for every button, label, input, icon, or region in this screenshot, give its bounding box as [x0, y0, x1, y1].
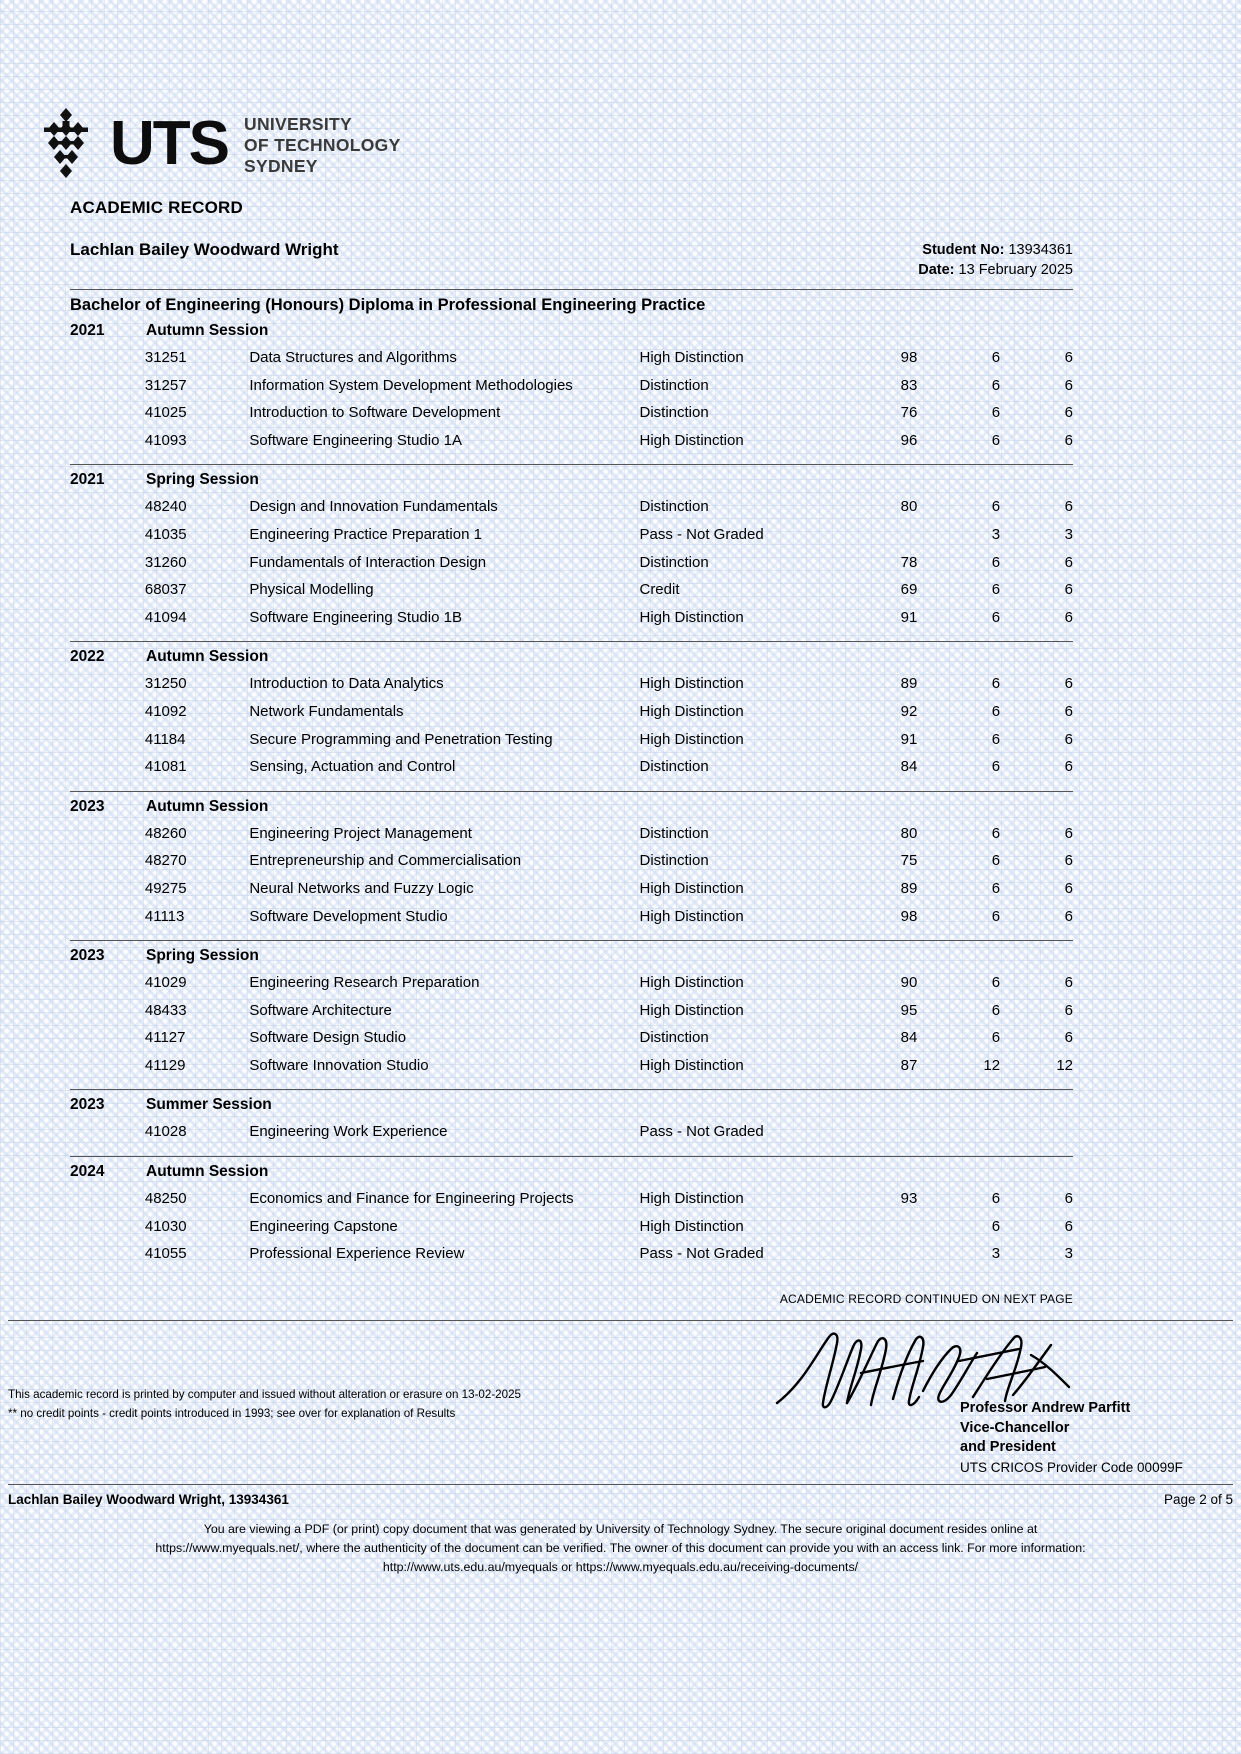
course-name: Secure Programming and Penetration Testing	[249, 730, 553, 748]
uts-wordmark-line1: UNIVERSITY	[244, 113, 353, 134]
session-header	[70, 1163, 1073, 1190]
session-year: 2023	[70, 1096, 105, 1114]
course-code: 48260	[144, 824, 187, 842]
page-number: Page 2 of 5	[1163, 1492, 1233, 1507]
session-year: 2023	[70, 947, 105, 965]
session-header	[70, 947, 1073, 974]
course-name: Neural Networks and Fuzzy Logic	[249, 879, 474, 897]
credit-points-attempted: 3	[991, 525, 1001, 543]
issue-date-value: 13 February 2025	[958, 262, 1073, 278]
course-name: Physical Modelling	[249, 581, 374, 599]
session-name: Autumn Session	[146, 797, 269, 815]
course-grade: High Distinction	[639, 349, 744, 366]
session-divider	[70, 940, 1073, 941]
credit-points-attempted: 6	[991, 675, 1001, 693]
course-grade: High Distinction	[639, 1190, 744, 1208]
table-row	[70, 1057, 1073, 1085]
credit-points-attempted: 6	[991, 1217, 1001, 1235]
continued-notice: ACADEMIC RECORD CONTINUED ON NEXT PAGE	[779, 1292, 1073, 1306]
credit-points-attempted: 3	[991, 1245, 1001, 1263]
credit-points-earned: 6	[1064, 553, 1073, 571]
session-divider	[70, 1156, 1073, 1157]
course-name: Software Engineering Studio 1A	[249, 431, 462, 449]
disclaimer-line-2: ** no credit points - credit points introduced in 1993; see over for explanation of Results	[8, 1407, 456, 1420]
session-divider	[70, 791, 1073, 792]
course-name: Introduction to Data Analytics	[249, 675, 444, 693]
uts-logo	[38, 108, 401, 180]
course-name: Entrepreneurship and Commercialisation	[249, 852, 522, 870]
course-mark: 84	[900, 758, 918, 776]
table-row	[70, 908, 1073, 936]
course-grade: Distinction	[639, 824, 709, 842]
credit-points-attempted: 6	[991, 1029, 1001, 1047]
course-grade: Distinction	[639, 758, 709, 776]
credit-points-earned: 6	[1064, 907, 1073, 925]
session-divider	[70, 464, 1073, 465]
course-code: 41129	[144, 1056, 186, 1074]
course-mark: 78	[900, 553, 918, 571]
course-code: 49275	[144, 879, 187, 897]
course-grade: High Distinction	[639, 879, 744, 897]
issue-date-label: Date:	[918, 262, 955, 278]
credit-points-attempted: 6	[991, 608, 1001, 626]
course-mark: 98	[900, 907, 918, 925]
pdf-copy-notice-line3: http://www.uts.edu.au/myequals or https://www.myequals.edu.au/receiving-documents/	[382, 1560, 859, 1574]
session-name: Summer Session	[146, 1096, 272, 1114]
course-name: Engineering Capstone	[249, 1217, 398, 1235]
credit-points-attempted: 6	[991, 702, 1001, 720]
session-name: Autumn Session	[146, 648, 269, 666]
course-code: 31251	[144, 349, 187, 366]
table-row	[70, 731, 1073, 759]
course-mark: 76	[900, 404, 918, 422]
course-code: 41081	[144, 758, 187, 776]
course-grade: Credit	[639, 581, 680, 599]
course-name: Engineering Practice Preparation 1	[249, 525, 482, 543]
course-name: Information System Development Methodologies	[249, 376, 573, 394]
credit-points-attempted: 6	[991, 553, 1001, 571]
table-row	[70, 432, 1073, 460]
course-grade: Pass - Not Graded	[639, 525, 764, 543]
issue-date-line	[653, 260, 1073, 280]
course-code: 41094	[144, 608, 187, 626]
credit-points-attempted: 6	[991, 498, 1001, 516]
course-grade: High Distinction	[639, 730, 744, 748]
credit-points-earned: 6	[1064, 581, 1073, 599]
course-name: Software Development Studio	[249, 907, 448, 925]
course-mark: 95	[900, 1001, 918, 1019]
course-name: Software Innovation Studio	[249, 1056, 429, 1074]
credit-points-attempted: 6	[991, 1190, 1001, 1208]
session-name: Spring Session	[146, 471, 259, 489]
course-code: 41127	[144, 1029, 186, 1047]
table-row	[70, 703, 1073, 731]
table-row	[70, 554, 1073, 582]
credit-points-earned: 6	[1064, 675, 1073, 693]
session-name: Autumn Session	[146, 1163, 269, 1181]
disclaimer-line-1: This academic record is printed by computer and issued without alteration or erasure on 13-02-2025	[8, 1388, 521, 1401]
course-grade: High Distinction	[639, 974, 744, 992]
table-row	[70, 1190, 1073, 1218]
session-year: 2024	[70, 1163, 105, 1181]
credit-points-earned: 6	[1064, 824, 1073, 842]
credit-points-earned: 6	[1064, 852, 1073, 870]
table-row	[70, 1002, 1073, 1030]
credit-points-earned: 6	[1064, 758, 1073, 776]
course-grade: Distinction	[639, 376, 709, 394]
session-year: 2021	[70, 322, 105, 339]
credit-points-earned: 6	[1064, 702, 1073, 720]
table-row	[70, 758, 1073, 786]
page-title: ACADEMIC RECORD	[70, 198, 243, 217]
credit-points-earned: 6	[1064, 431, 1073, 449]
course-name: Sensing, Actuation and Control	[249, 758, 456, 776]
cricos-code: UTS CRICOS Provider Code 00099F	[960, 1460, 1183, 1475]
results-table	[70, 322, 1073, 1273]
uts-wordmark-line3: SYDNEY	[244, 155, 318, 176]
signatory-title-line2: and President	[960, 1439, 1056, 1455]
session-header	[70, 798, 1073, 825]
course-code: 41093	[144, 431, 187, 449]
credit-points-earned: 6	[1064, 404, 1073, 422]
course-mark: 80	[900, 824, 918, 842]
course-name: Data Structures and Algorithms	[249, 349, 457, 366]
course-code: 48433	[144, 1001, 187, 1019]
session-name: Spring Session	[146, 947, 259, 965]
course-name: Software Engineering Studio 1B	[249, 608, 462, 626]
credit-points-earned: 6	[1064, 879, 1073, 897]
course-mark: 91	[900, 730, 918, 748]
course-mark: 87	[900, 1056, 918, 1074]
table-row	[70, 675, 1073, 703]
course-code: 48250	[144, 1190, 187, 1208]
credit-points-attempted: 6	[991, 852, 1001, 870]
session-header	[70, 648, 1073, 675]
credit-points-earned: 6	[1064, 608, 1073, 626]
table-row	[70, 349, 1073, 377]
table-row	[70, 404, 1073, 432]
session-divider	[70, 1089, 1073, 1090]
course-code: 41113	[144, 907, 185, 925]
pdf-copy-notice	[0, 1520, 1241, 1577]
course-code: 41184	[144, 730, 186, 748]
credit-points-attempted: 6	[991, 404, 1001, 422]
course-grade: High Distinction	[639, 702, 744, 720]
course-code: 41028	[144, 1123, 187, 1141]
uts-wordmark	[244, 112, 401, 177]
course-grade: Distinction	[639, 1029, 709, 1047]
table-row	[70, 880, 1073, 908]
course-code: 48240	[144, 498, 187, 516]
course-grade: High Distinction	[639, 1001, 744, 1019]
course-name: Engineering Project Management	[249, 824, 472, 842]
course-name: Engineering Work Experience	[249, 1123, 448, 1141]
uts-crest-icon	[38, 108, 94, 180]
footer-student-identity: Lachlan Bailey Woodward Wright, 13934361	[8, 1492, 289, 1507]
credit-points-attempted: 6	[991, 758, 1001, 776]
course-grade: Distinction	[639, 404, 709, 422]
credit-points-earned: 6	[1064, 376, 1073, 394]
credit-points-attempted: 6	[991, 824, 1001, 842]
course-code: 31257	[144, 376, 187, 394]
credit-points-attempted: 6	[991, 907, 1001, 925]
course-mark: 96	[900, 431, 918, 449]
session-year: 2022	[70, 648, 105, 666]
course-mark: 89	[900, 879, 918, 897]
signatory-title-line1: Vice-Chancellor	[960, 1419, 1070, 1436]
table-row	[70, 377, 1073, 405]
session-name: Autumn Session	[146, 322, 269, 339]
course-grade: Distinction	[639, 852, 709, 870]
uts-acronym: UTS	[110, 109, 228, 178]
credit-points-earned: 6	[1064, 1029, 1073, 1047]
course-code: 41030	[144, 1217, 187, 1235]
session-header	[70, 322, 1073, 349]
table-row	[70, 1029, 1073, 1057]
course-mark: 75	[900, 852, 918, 870]
table-row	[70, 825, 1073, 853]
course-name: Introduction to Software Development	[249, 404, 501, 422]
credit-points-attempted: 6	[991, 730, 1001, 748]
pdf-copy-notice-line2: https://www.myequals.net/, where the authenticity of the document can be verified. The owner of this document can provide you with an access link. For more information:	[155, 1541, 1086, 1555]
credit-points-earned: 6	[1064, 974, 1073, 992]
disclaimer	[8, 1385, 521, 1423]
course-mark: 90	[900, 974, 918, 992]
credit-points-attempted: 6	[991, 376, 1001, 394]
credit-points-earned: 12	[1056, 1056, 1073, 1074]
header-divider	[70, 289, 1073, 290]
footer-divider	[8, 1320, 1233, 1321]
course-grade: Distinction	[639, 498, 709, 516]
table-row	[70, 498, 1073, 526]
course-mark: 93	[900, 1190, 918, 1208]
credit-points-earned: 6	[1064, 1001, 1073, 1019]
course-mark: 98	[900, 349, 918, 366]
course-code: 48270	[144, 852, 187, 870]
table-row	[70, 526, 1073, 554]
course-code: 41029	[144, 974, 187, 992]
credit-points-attempted: 6	[991, 974, 1001, 992]
course-mark: 80	[900, 498, 918, 516]
student-number-value: 13934361	[1008, 242, 1073, 258]
table-row	[70, 974, 1073, 1002]
course-name: Design and Innovation Fundamentals	[249, 498, 498, 516]
session-divider	[70, 641, 1073, 642]
course-grade: High Distinction	[639, 907, 744, 925]
course-grade: High Distinction	[639, 608, 744, 626]
credit-points-earned: 3	[1064, 525, 1073, 543]
credit-points-attempted: 6	[991, 879, 1001, 897]
table-row	[70, 1218, 1073, 1246]
table-row	[70, 1123, 1073, 1151]
session-header	[70, 1096, 1073, 1123]
course-code: 41035	[144, 525, 187, 543]
course-code: 41025	[144, 404, 187, 422]
course-grade: High Distinction	[639, 1217, 744, 1235]
degree-title: Bachelor of Engineering (Honours) Diploma in Professional Engineering Practice	[70, 296, 706, 314]
credit-points-attempted: 6	[991, 349, 1001, 366]
course-code: 41092	[144, 702, 187, 720]
credit-points-earned: 6	[1064, 498, 1073, 516]
course-name: Network Fundamentals	[249, 702, 404, 720]
course-name: Software Architecture	[249, 1001, 392, 1019]
course-grade: Pass - Not Graded	[639, 1123, 764, 1141]
course-name: Professional Experience Review	[249, 1245, 465, 1263]
student-number-label: Student No:	[922, 242, 1005, 258]
course-name: Software Design Studio	[249, 1029, 407, 1047]
student-meta	[653, 240, 1073, 280]
session-header	[70, 471, 1073, 498]
course-mark: 89	[900, 675, 918, 693]
signatory-block	[960, 1399, 1241, 1458]
course-mark: 91	[900, 608, 918, 626]
table-row	[70, 1245, 1073, 1273]
student-number-line	[653, 240, 1073, 260]
course-code: 41055	[144, 1245, 187, 1263]
course-grade: High Distinction	[639, 1056, 744, 1074]
course-code: 68037	[144, 581, 187, 599]
credit-points-attempted: 12	[983, 1056, 1001, 1074]
signatory-name: Professor Andrew Parfitt	[960, 1400, 1131, 1416]
credit-points-earned: 6	[1064, 730, 1073, 748]
credit-points-attempted: 6	[991, 1001, 1001, 1019]
course-mark: 83	[900, 376, 918, 394]
course-name: Economics and Finance for Engineering Projects	[249, 1190, 574, 1208]
course-name: Fundamentals of Interaction Design	[249, 553, 487, 571]
course-code: 31250	[144, 675, 187, 693]
table-row	[70, 609, 1073, 637]
credit-points-attempted: 6	[991, 431, 1001, 449]
student-name: Lachlan Bailey Woodward Wright	[70, 240, 339, 259]
course-grade: Distinction	[639, 553, 709, 571]
pdf-copy-notice-line1: You are viewing a PDF (or print) copy document that was generated by University of Technology Sydney. The secure original document resides online at	[203, 1522, 1038, 1536]
table-row	[70, 581, 1073, 609]
course-name: Engineering Research Preparation	[249, 974, 480, 992]
credit-points-earned: 6	[1064, 1190, 1073, 1208]
uts-wordmark-line2: OF TECHNOLOGY	[244, 134, 401, 155]
credit-points-earned: 6	[1064, 349, 1073, 366]
course-grade: High Distinction	[639, 431, 744, 449]
table-row	[70, 852, 1073, 880]
course-code: 31260	[144, 553, 187, 571]
credit-points-earned: 3	[1064, 1245, 1073, 1263]
course-mark: 92	[900, 702, 918, 720]
session-year: 2021	[70, 471, 105, 489]
bottom-divider	[8, 1484, 1233, 1485]
session-year: 2023	[70, 797, 105, 815]
course-mark: 69	[900, 581, 918, 599]
credit-points-attempted: 6	[991, 581, 1001, 599]
credit-points-earned: 6	[1064, 1217, 1073, 1235]
course-grade: High Distinction	[639, 675, 744, 693]
course-mark: 84	[900, 1029, 918, 1047]
course-grade: Pass - Not Graded	[639, 1245, 764, 1263]
